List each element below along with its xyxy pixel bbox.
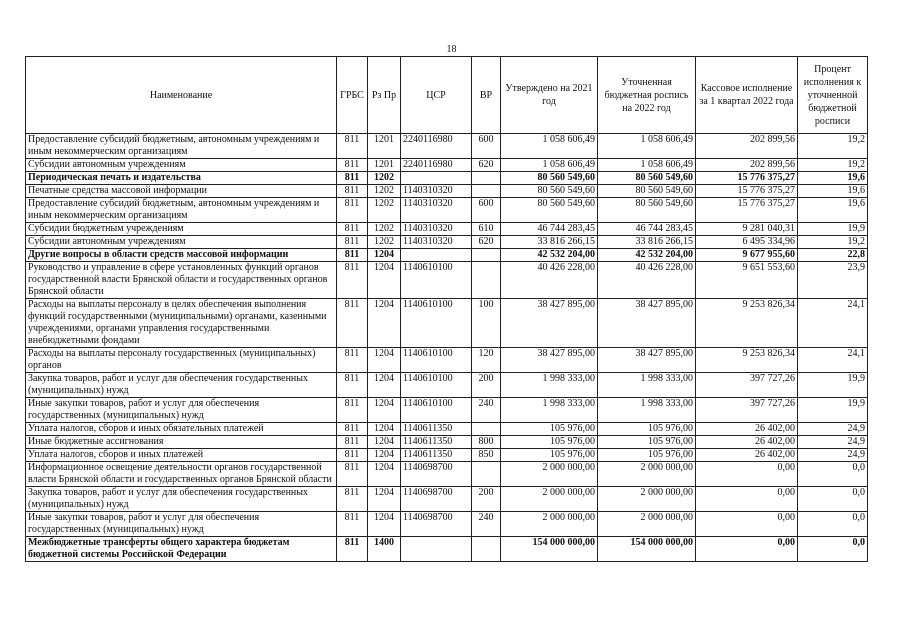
cell-cash: 6 495 334,96 <box>696 236 798 249</box>
cell-grbs: 811 <box>337 249 368 262</box>
cell-grbs: 811 <box>337 512 368 537</box>
cell-refined: 40 426 228,00 <box>598 262 696 299</box>
cell-csr: 1140611350 <box>401 449 472 462</box>
cell-grbs: 811 <box>337 449 368 462</box>
cell-cash: 26 402,00 <box>696 423 798 436</box>
cell-vr: 200 <box>472 373 501 398</box>
cell-csr: 1140310320 <box>401 185 472 198</box>
cell-vr: 600 <box>472 198 501 223</box>
cell-cash: 202 899,56 <box>696 159 798 172</box>
table-row <box>26 198 868 223</box>
cell-grbs: 811 <box>337 423 368 436</box>
table-row <box>26 436 868 449</box>
cell-rzpr: 1202 <box>368 236 401 249</box>
cell-csr: 1140310320 <box>401 223 472 236</box>
cell-grbs: 811 <box>337 172 368 185</box>
cell-cash: 9 281 040,31 <box>696 223 798 236</box>
cell-grbs: 811 <box>337 159 368 172</box>
cell-rzpr: 1204 <box>368 299 401 348</box>
cell-percent: 23,9 <box>798 262 868 299</box>
cell-approved: 80 560 549,60 <box>501 185 598 198</box>
cell-refined: 1 998 333,00 <box>598 398 696 423</box>
cell-cash: 0,00 <box>696 487 798 512</box>
header-row <box>26 57 868 134</box>
cell-refined: 1 058 606,49 <box>598 134 696 159</box>
budget-table <box>25 56 868 562</box>
cell-approved: 1 998 333,00 <box>501 398 598 423</box>
cell-grbs: 811 <box>337 398 368 423</box>
cell-csr <box>401 537 472 562</box>
cell-cash: 26 402,00 <box>696 436 798 449</box>
cell-percent: 19,6 <box>798 185 868 198</box>
cell-vr: 200 <box>472 487 501 512</box>
cell-grbs: 811 <box>337 223 368 236</box>
cell-name: Иные закупки товаров, работ и услуг для обеспечения государственных (муниципальных) нужд <box>26 398 337 423</box>
cell-vr <box>472 537 501 562</box>
cell-cash: 26 402,00 <box>696 449 798 462</box>
cell-refined: 2 000 000,00 <box>598 487 696 512</box>
cell-percent: 0,0 <box>798 537 868 562</box>
cell-cash: 15 776 375,27 <box>696 172 798 185</box>
cell-refined: 1 998 333,00 <box>598 373 696 398</box>
cell-grbs: 811 <box>337 436 368 449</box>
cell-rzpr: 1204 <box>368 436 401 449</box>
cell-name: Межбюджетные трансферты общего характера бюджетам бюджетной системы Российской Федерации <box>26 537 337 562</box>
cell-refined: 154 000 000,00 <box>598 537 696 562</box>
cell-refined: 2 000 000,00 <box>598 512 696 537</box>
cell-rzpr: 1202 <box>368 172 401 185</box>
cell-csr: 1140698700 <box>401 462 472 487</box>
cell-name: Субсидии автономным учреждениям <box>26 236 337 249</box>
table-row <box>26 172 868 185</box>
cell-vr: 620 <box>472 236 501 249</box>
cell-refined: 80 560 549,60 <box>598 172 696 185</box>
table-row <box>26 398 868 423</box>
cell-name: Расходы на выплаты персоналу в целях обеспечения выполнения функций государственными (муниципальными) органами, казенными учреждениями, органами управления государственными внебюджетными фондами <box>26 299 337 348</box>
table-row <box>26 423 868 436</box>
header-refined: Уточненная бюджетная роспись на 2022 год <box>598 57 696 134</box>
cell-rzpr: 1202 <box>368 223 401 236</box>
cell-cash: 15 776 375,27 <box>696 185 798 198</box>
cell-vr <box>472 462 501 487</box>
cell-name: Печатные средства массовой информации <box>26 185 337 198</box>
cell-rzpr: 1204 <box>368 512 401 537</box>
cell-vr: 800 <box>472 436 501 449</box>
cell-name: Другие вопросы в области средств массовой информации <box>26 249 337 262</box>
cell-cash: 9 677 955,60 <box>696 249 798 262</box>
cell-percent: 24,9 <box>798 423 868 436</box>
cell-cash: 9 651 553,60 <box>696 262 798 299</box>
cell-approved: 46 744 283,45 <box>501 223 598 236</box>
cell-approved: 40 426 228,00 <box>501 262 598 299</box>
cell-vr <box>472 185 501 198</box>
cell-refined: 105 976,00 <box>598 436 696 449</box>
cell-name: Расходы на выплаты персоналу государственных (муниципальных) органов <box>26 348 337 373</box>
cell-percent: 0,0 <box>798 462 868 487</box>
cell-name: Информационное освещение деятельности органов государственной власти Брянской области и государственных органов Брянской области <box>26 462 337 487</box>
header-csr: ЦСР <box>401 57 472 134</box>
cell-csr: 1140310320 <box>401 236 472 249</box>
table-row <box>26 262 868 299</box>
cell-grbs: 811 <box>337 348 368 373</box>
cell-refined: 105 976,00 <box>598 423 696 436</box>
cell-approved: 38 427 895,00 <box>501 299 598 348</box>
cell-csr: 1140611350 <box>401 436 472 449</box>
table-row <box>26 185 868 198</box>
table-row <box>26 348 868 373</box>
cell-approved: 80 560 549,60 <box>501 198 598 223</box>
cell-rzpr: 1204 <box>368 348 401 373</box>
cell-approved: 42 532 204,00 <box>501 249 598 262</box>
cell-rzpr: 1204 <box>368 423 401 436</box>
cell-name: Иные бюджетные ассигнования <box>26 436 337 449</box>
cell-refined: 46 744 283,45 <box>598 223 696 236</box>
header-cash: Кассовое исполнение за 1 квартал 2022 года <box>696 57 798 134</box>
cell-approved: 33 816 266,15 <box>501 236 598 249</box>
cell-csr: 1140610100 <box>401 348 472 373</box>
cell-vr: 240 <box>472 398 501 423</box>
cell-percent: 24,9 <box>798 436 868 449</box>
cell-refined: 38 427 895,00 <box>598 348 696 373</box>
table-row <box>26 249 868 262</box>
header-vr: ВР <box>472 57 501 134</box>
cell-name: Предоставление субсидий бюджетным, автономным учреждениям и иным некоммерческим организациям <box>26 134 337 159</box>
cell-csr: 1140610100 <box>401 299 472 348</box>
cell-csr: 1140610100 <box>401 398 472 423</box>
cell-vr: 100 <box>472 299 501 348</box>
cell-cash: 397 727,26 <box>696 373 798 398</box>
table-row <box>26 223 868 236</box>
cell-csr <box>401 172 472 185</box>
header-name: Наименование <box>26 57 337 134</box>
cell-grbs: 811 <box>337 198 368 223</box>
cell-name: Субсидии бюджетным учреждениям <box>26 223 337 236</box>
cell-percent: 0,0 <box>798 512 868 537</box>
cell-name: Уплата налогов, сборов и иных обязательных платежей <box>26 423 337 436</box>
cell-csr: 1140310320 <box>401 198 472 223</box>
cell-name: Субсидии автономным учреждениям <box>26 159 337 172</box>
cell-cash: 15 776 375,27 <box>696 198 798 223</box>
cell-rzpr: 1204 <box>368 373 401 398</box>
cell-cash: 9 253 826,34 <box>696 299 798 348</box>
cell-cash: 0,00 <box>696 512 798 537</box>
cell-approved: 1 058 606,49 <box>501 159 598 172</box>
cell-approved: 154 000 000,00 <box>501 537 598 562</box>
table-row <box>26 449 868 462</box>
header-approved: Утверждено на 2021 год <box>501 57 598 134</box>
cell-vr: 120 <box>472 348 501 373</box>
cell-rzpr: 1204 <box>368 449 401 462</box>
cell-cash: 397 727,26 <box>696 398 798 423</box>
table-row <box>26 537 868 562</box>
cell-csr: 1140610100 <box>401 373 472 398</box>
cell-vr: 600 <box>472 134 501 159</box>
cell-csr: 1140698700 <box>401 512 472 537</box>
cell-grbs: 811 <box>337 299 368 348</box>
table-row <box>26 236 868 249</box>
cell-refined: 80 560 549,60 <box>598 198 696 223</box>
table-row <box>26 299 868 348</box>
cell-refined: 1 058 606,49 <box>598 159 696 172</box>
cell-grbs: 811 <box>337 537 368 562</box>
cell-rzpr: 1204 <box>368 249 401 262</box>
cell-percent: 24,1 <box>798 348 868 373</box>
cell-rzpr: 1204 <box>368 398 401 423</box>
cell-percent: 19,2 <box>798 236 868 249</box>
table-row <box>26 512 868 537</box>
cell-grbs: 811 <box>337 373 368 398</box>
cell-percent: 19,9 <box>798 398 868 423</box>
cell-approved: 2 000 000,00 <box>501 512 598 537</box>
cell-approved: 105 976,00 <box>501 436 598 449</box>
cell-refined: 80 560 549,60 <box>598 185 696 198</box>
cell-csr: 2240116980 <box>401 134 472 159</box>
table-row <box>26 462 868 487</box>
cell-vr <box>472 423 501 436</box>
cell-refined: 2 000 000,00 <box>598 462 696 487</box>
cell-approved: 1 058 606,49 <box>501 134 598 159</box>
cell-csr <box>401 249 472 262</box>
cell-grbs: 811 <box>337 487 368 512</box>
cell-percent: 0,0 <box>798 487 868 512</box>
cell-vr <box>472 172 501 185</box>
page-number: 18 <box>446 44 457 55</box>
table-row <box>26 487 868 512</box>
header-percent: Процент исполнения к уточненной бюджетной росписи <box>798 57 868 134</box>
cell-percent: 24,1 <box>798 299 868 348</box>
cell-name: Предоставление субсидий бюджетным, автономным учреждениям и иным некоммерческим организациям <box>26 198 337 223</box>
cell-vr: 610 <box>472 223 501 236</box>
cell-csr: 2240116980 <box>401 159 472 172</box>
cell-cash: 0,00 <box>696 462 798 487</box>
cell-percent: 19,6 <box>798 198 868 223</box>
cell-vr <box>472 249 501 262</box>
cell-csr: 1140610100 <box>401 262 472 299</box>
cell-vr: 850 <box>472 449 501 462</box>
cell-cash: 9 253 826,34 <box>696 348 798 373</box>
cell-rzpr: 1204 <box>368 487 401 512</box>
cell-vr: 240 <box>472 512 501 537</box>
cell-name: Закупка товаров, работ и услуг для обеспечения государственных (муниципальных) нужд <box>26 373 337 398</box>
header-grbs: ГРБС <box>337 57 368 134</box>
cell-percent: 24,9 <box>798 449 868 462</box>
cell-csr: 1140611350 <box>401 423 472 436</box>
cell-rzpr: 1201 <box>368 159 401 172</box>
cell-vr: 620 <box>472 159 501 172</box>
cell-percent: 19,2 <box>798 159 868 172</box>
cell-approved: 1 998 333,00 <box>501 373 598 398</box>
cell-percent: 19,6 <box>798 172 868 185</box>
cell-name: Периодическая печать и издательства <box>26 172 337 185</box>
cell-grbs: 811 <box>337 185 368 198</box>
cell-rzpr: 1400 <box>368 537 401 562</box>
cell-approved: 38 427 895,00 <box>501 348 598 373</box>
table-row <box>26 373 868 398</box>
cell-grbs: 811 <box>337 462 368 487</box>
cell-refined: 38 427 895,00 <box>598 299 696 348</box>
cell-approved: 2 000 000,00 <box>501 487 598 512</box>
cell-refined: 42 532 204,00 <box>598 249 696 262</box>
header-rzpr: Рз Пр <box>368 57 401 134</box>
cell-rzpr: 1204 <box>368 462 401 487</box>
cell-percent: 19,9 <box>798 373 868 398</box>
cell-csr: 1140698700 <box>401 487 472 512</box>
cell-rzpr: 1202 <box>368 185 401 198</box>
cell-refined: 105 976,00 <box>598 449 696 462</box>
cell-cash: 202 899,56 <box>696 134 798 159</box>
cell-cash: 0,00 <box>696 537 798 562</box>
cell-approved: 105 976,00 <box>501 423 598 436</box>
cell-rzpr: 1204 <box>368 262 401 299</box>
cell-name: Уплата налогов, сборов и иных платежей <box>26 449 337 462</box>
cell-approved: 2 000 000,00 <box>501 462 598 487</box>
cell-approved: 80 560 549,60 <box>501 172 598 185</box>
cell-approved: 105 976,00 <box>501 449 598 462</box>
cell-name: Руководство и управление в сфере установленных функций органов государственной власти Брянской области и государственных органов Брянской области <box>26 262 337 299</box>
cell-refined: 33 816 266,15 <box>598 236 696 249</box>
cell-rzpr: 1202 <box>368 198 401 223</box>
cell-vr <box>472 262 501 299</box>
cell-name: Закупка товаров, работ и услуг для обеспечения государственных (муниципальных) нужд <box>26 487 337 512</box>
table-row <box>26 159 868 172</box>
cell-percent: 19,2 <box>798 134 868 159</box>
cell-percent: 22,8 <box>798 249 868 262</box>
cell-grbs: 811 <box>337 236 368 249</box>
cell-grbs: 811 <box>337 134 368 159</box>
cell-rzpr: 1201 <box>368 134 401 159</box>
table-row <box>26 134 868 159</box>
cell-grbs: 811 <box>337 262 368 299</box>
cell-percent: 19,9 <box>798 223 868 236</box>
cell-name: Иные закупки товаров, работ и услуг для обеспечения государственных (муниципальных) нужд <box>26 512 337 537</box>
